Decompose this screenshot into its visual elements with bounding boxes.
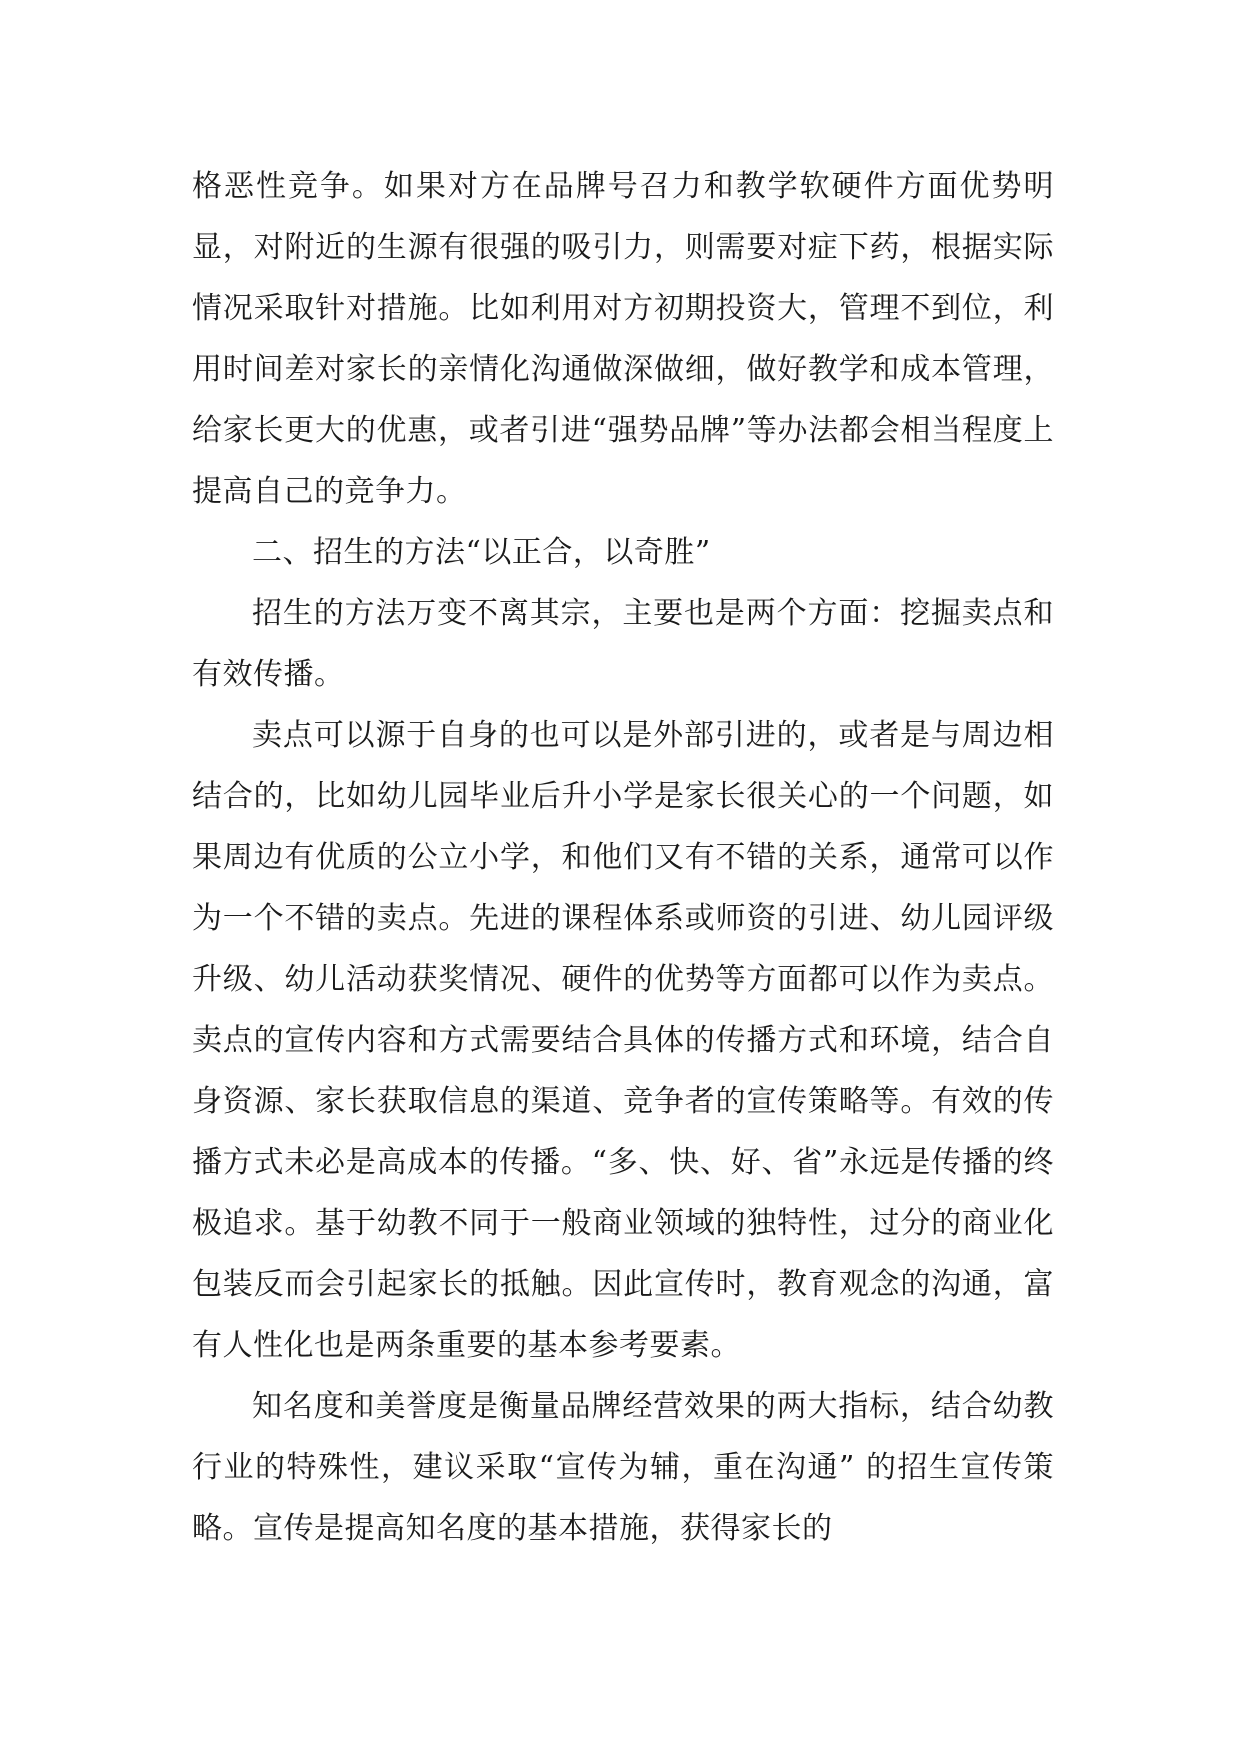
document-body: [192, 156, 1054, 1559]
paragraph-selling-points: 卖点可以源于自身的也可以是外部引进的，或者是与周边相结合的，比如幼儿园毕业后升小学是家长很关心的一个问题，如果周边有优质的公立小学，和他们又有不错的关系，通常可以作为一个不错的卖点。先进的课程体系或师资的引进、幼儿园评级升级、幼儿活动获奖情况、硬件的优势等方面都可以作为卖点。卖点的宣传内容和方式需要结合具体的传播方式和环境，结合自身资源、家长获取信息的渠道、竞争者的宣传策略等。有效的传播方式未必是高成本的传播。“多、快、好、省”永远是传播的终极追求。基于幼教不同于一般商业领域的独特性，过分的商业化包装反而会引起家长的抵触。因此宣传时，教育观念的沟通，富有人性化也是两条重要的基本参考要素。: [192, 718, 1054, 1363]
paragraph-brand-awareness: 知名度和美誉度是衡量品牌经营效果的两大指标，结合幼教行业的特殊性，建议采取“宣传为辅，重在沟通” 的招生宣传策略。宣传是提高知名度的基本措施，获得家长的: [192, 1389, 1054, 1546]
paragraph-competition: 格恶性竞争。如果对方在品牌号召力和教学软硬件方面优势明显，对附近的生源有很强的吸引力，则需要对症下药，根据实际情况采取针对措施。比如利用对方初期投资大，管理不到位，利用时间差对家长的亲情化沟通做深做细，做好教学和成本管理，给家长更大的优惠，或者引进“强势品牌”等办法都会相当程度上提高自己的竞争力。: [192, 169, 1054, 509]
section-heading: 二、招生的方法“以正合，以奇胜”: [252, 535, 711, 570]
paragraph-methods: 招生的方法万变不离其宗，主要也是两个方面：挖掘卖点和有效传播。: [192, 596, 1054, 692]
